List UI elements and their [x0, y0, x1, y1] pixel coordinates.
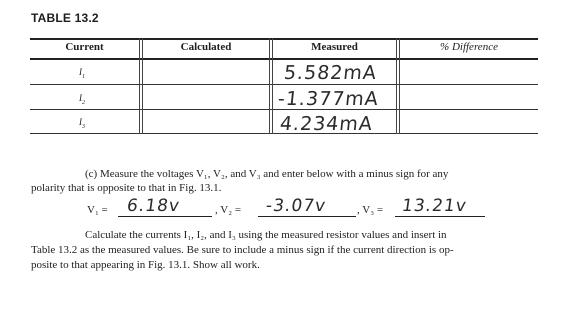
- v3-underline: [395, 216, 485, 217]
- row-label-i2: $I_2$: [79, 93, 85, 106]
- calc-line-2: Table 13.2 as the measured values. Be sure to include a minus sign if the current direction is op-: [31, 244, 454, 256]
- measured-i3-value: 4.234mA: [278, 113, 375, 135]
- v2-value: -3.07v: [264, 196, 328, 216]
- results-table: [30, 38, 538, 134]
- part-c-line-1: (c) Measure the voltages V₁, V₂, and V₃ and enter below with a minus sign for any: [85, 168, 449, 180]
- row-label-i3: $I_3$: [79, 117, 85, 130]
- table-top-border: [30, 38, 538, 40]
- v2-label: , V₂ =: [215, 204, 242, 216]
- v1-label: V₁ =: [87, 204, 108, 216]
- cell-calculated-i2[interactable]: [143, 85, 269, 109]
- calc-line-1: Calculate the currents I₁, I₂, and I₃ using the measured resistor values and insert in: [85, 229, 447, 241]
- column-divider: [396, 38, 397, 134]
- v1-underline: [118, 216, 212, 217]
- v1-value: 6.18v: [125, 196, 182, 216]
- v2-underline: [258, 216, 356, 217]
- cell-difference-i3[interactable]: [400, 110, 538, 133]
- header-calculated: Calculated: [180, 41, 232, 53]
- cell-calculated-i3[interactable]: [143, 110, 269, 133]
- measured-i1-value: 5.582mA: [282, 62, 379, 84]
- v3-label: , V₃ =: [357, 204, 384, 216]
- measured-i2-value: -1.377mA: [276, 88, 380, 110]
- part-c-line-2: polarity that is opposite to that in Fig. 13.1.: [31, 182, 222, 194]
- table-title: TABLE 13.2: [31, 11, 99, 25]
- v3-value: 13.21v: [400, 196, 469, 216]
- header-measured: Measured: [311, 41, 358, 53]
- calc-line-3: posite to that appearing in Fig. 13.1. Show all work.: [31, 259, 260, 271]
- cell-calculated-i1[interactable]: [143, 60, 269, 84]
- cell-difference-i1[interactable]: [400, 60, 538, 84]
- column-divider: [139, 38, 140, 134]
- row-label-i1: $I_1$: [79, 67, 85, 80]
- header-difference: % Difference: [440, 41, 498, 53]
- cell-difference-i2[interactable]: [400, 85, 538, 109]
- column-divider: [269, 38, 270, 134]
- header-current: Current: [65, 41, 104, 53]
